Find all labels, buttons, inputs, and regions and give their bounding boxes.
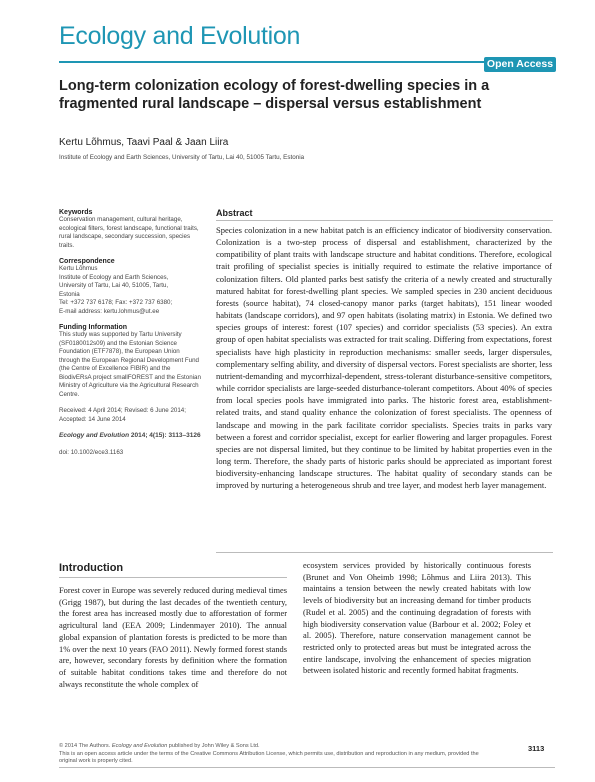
article-title: Long-term colonization ecology of forest-dwelling species in a fragmented rural landscape – dispersal versus establishment: [59, 78, 490, 112]
correspondence-email[interactable]: E-mail address: kertu.lohmus@ut.ee: [59, 307, 160, 315]
doi-block: [59, 449, 201, 458]
funding-text: This study was supported by Tartu University (SF0180012s09) and the Estonian Science Foundation (ETF7878), the European Union through the European Regional Development Fund (the Centre of Excellence FIBIR) and the BiodivERsA project smallFOREST and the Estonian Ministry of Agriculture via the Agricultural Research Centre.: [59, 331, 201, 398]
introduction-column-2: ecosystem services provided by historically continuous forests (Brunet and Von Oheimb 1998; Lõhmus and Liira 2013). This maintains a tension between the newly created habitats with low levels of biodiversity but an increasing demand for timber products (Rudel et al. 2005) and the continuing degradation of forests with high biodiversity conservation value (Barbour et al. 2002; Foley et al. 2005). Therefore, nature conservation management cannot be restricted only to protected areas but must be integrated across the entire landscape, involving the enhancement of species migration between isolated historic and recently formed habitat fragments.: [303, 561, 531, 676]
page-number: 3113: [528, 744, 545, 753]
citation-journal: Ecology and Evolution: [59, 432, 130, 439]
copyright-prefix: © 2014 The Authors.: [59, 743, 112, 749]
abstract-heading: Abstract: [216, 208, 253, 218]
affiliation: Institute of Ecology and Earth Sciences, University of Tartu, Lai 40, 51005 Tartu, Estonia: [59, 154, 305, 161]
abstract-end-rule: [216, 552, 553, 553]
header-rule: [59, 61, 555, 63]
correspondence-line: Kertu Lõhmus: [59, 265, 98, 272]
copyright-notice: [59, 743, 479, 766]
correspondence-line: Estonia: [59, 290, 80, 298]
journal-title: Ecology and Evolution: [59, 22, 301, 50]
funding-heading: Funding Information: [59, 324, 128, 331]
correspondence-line: Tel: +372 737 6178; Fax: +372 737 6380;: [59, 299, 173, 306]
citation-volume: 2014; 4(15): 3113–3126: [129, 432, 201, 439]
introduction-heading: Introduction: [59, 562, 124, 574]
received-dates: Received: 4 April 2014; Revised: 6 June 2014; Accepted: 14 June 2014: [59, 407, 186, 423]
introduction-rule: [59, 577, 287, 578]
copyright-journal: Ecology and Evolution: [111, 743, 168, 749]
copyright-publisher: published by John Wiley & Sons Ltd.: [167, 743, 260, 749]
correspondence-block: [59, 258, 201, 316]
abstract-rule: [216, 220, 553, 221]
citation: [59, 432, 201, 441]
funding-block: [59, 324, 201, 399]
citation-block: [59, 432, 201, 441]
authors: Kertu Lõhmus, Taavi Paal & Jaan Liira: [59, 137, 229, 148]
keywords-text: Conservation management, cultural heritage, ecological filters, forest landscape, functional traits, rural landscape, secondary succession, species traits.: [59, 216, 199, 249]
article-info-sidebar: [59, 209, 201, 465]
open-access-badge: Open Access: [484, 57, 556, 72]
footer-rule: [59, 767, 555, 768]
correspondence-line: University of Tartu, Lai 40, 51005, Tartu,: [59, 282, 169, 289]
correspondence-heading: Correspondence: [59, 258, 115, 265]
introduction-column-1: Forest cover in Europe was severely reduced during medieval times (Grigg 1987), but during the last decades of the twentieth century, the forest area has increased mostly due to afforestation of former agricultural land (EEA 2009; Lindenmayer 2010). The annual global expansion of plantation forests is predicted to be more than 1% over the next 10 years (FAO 2011). Newly formed forest stands are, however, secondary forests by definition where the formation of suitable habitat conditions takes time and therefore do not always reconstitute the whole complex of: [59, 586, 287, 689]
keywords-block: [59, 209, 201, 250]
keywords-heading: Keywords: [59, 209, 93, 216]
correspondence-line: Institute of Ecology and Earth Sciences,: [59, 273, 169, 281]
doi-link[interactable]: doi: 10.1002/ece3.1163: [59, 448, 124, 456]
dates-block: [59, 407, 201, 424]
license-text: This is an open access article under the terms of the Creative Commons Attribution License, which permits use, distribution and reproduction in any medium, provided the original work is properly cited.: [59, 750, 479, 764]
abstract-text: Species colonization in a new habitat patch is an efficiency indicator of biodiversity conservation. Colonization is a two-step process of dispersal and establishment, characterized by the compatibility of plant traits with landscape structure and habitat conditions. Therefore, ecological trait profiling of specialist species is initially required to estimate the relative importance of colonization filters. Old planted parks best satisfy the criteria of a newly created and structurally matured habitat for forest-dwelling plant species. We sampled species in 230 ancient deciduous forests (source habitat), 74 closed-canopy manor parks (target habitats), 151 linear wooded habitats (landscape corridors), and 97 open habitats (isolating matrix) in Estonia. We defined two species groups of interest: forest (107 species) and corridor specialists (53 species). An extra group of open habitat specialists was extracted for trait scaling. Differing from expectations, forest specialists have high plasticity in reproduction mechanisms: smaller seeds, larger dispersules, complementary selfing ability, and diversity of dispersal vectors. Forest specialists are shorter, less nutrient-demanding and mycorrhizal-dependent, stress-tolerant disturbance-sensitive competitors, while corridor specialists are large-seeded disturbance-tolerant competitors. About 40% of species from local species pools have immigrated into parks. The historic forest area, establishment-related traits, and stand quality enhance the colonization of forest specialists. The openness of landscape and mowing in the park facilitate corridor specialists. Species traits in parks vary between a forest and corridor specialist, except for earlier flowering and larger propagules. Forest species are not dispersal limited, but they continue to be limited by habitat properties even in the long term. Therefore, the shady parts of historic parks should be appreciated as important forest biodiversity-enhancing landscape structures. The habitat quality of secondary stands can be improved by nurturing a heterogeneous shrub and tree layer, and modest herb layer management.: [216, 225, 552, 491]
